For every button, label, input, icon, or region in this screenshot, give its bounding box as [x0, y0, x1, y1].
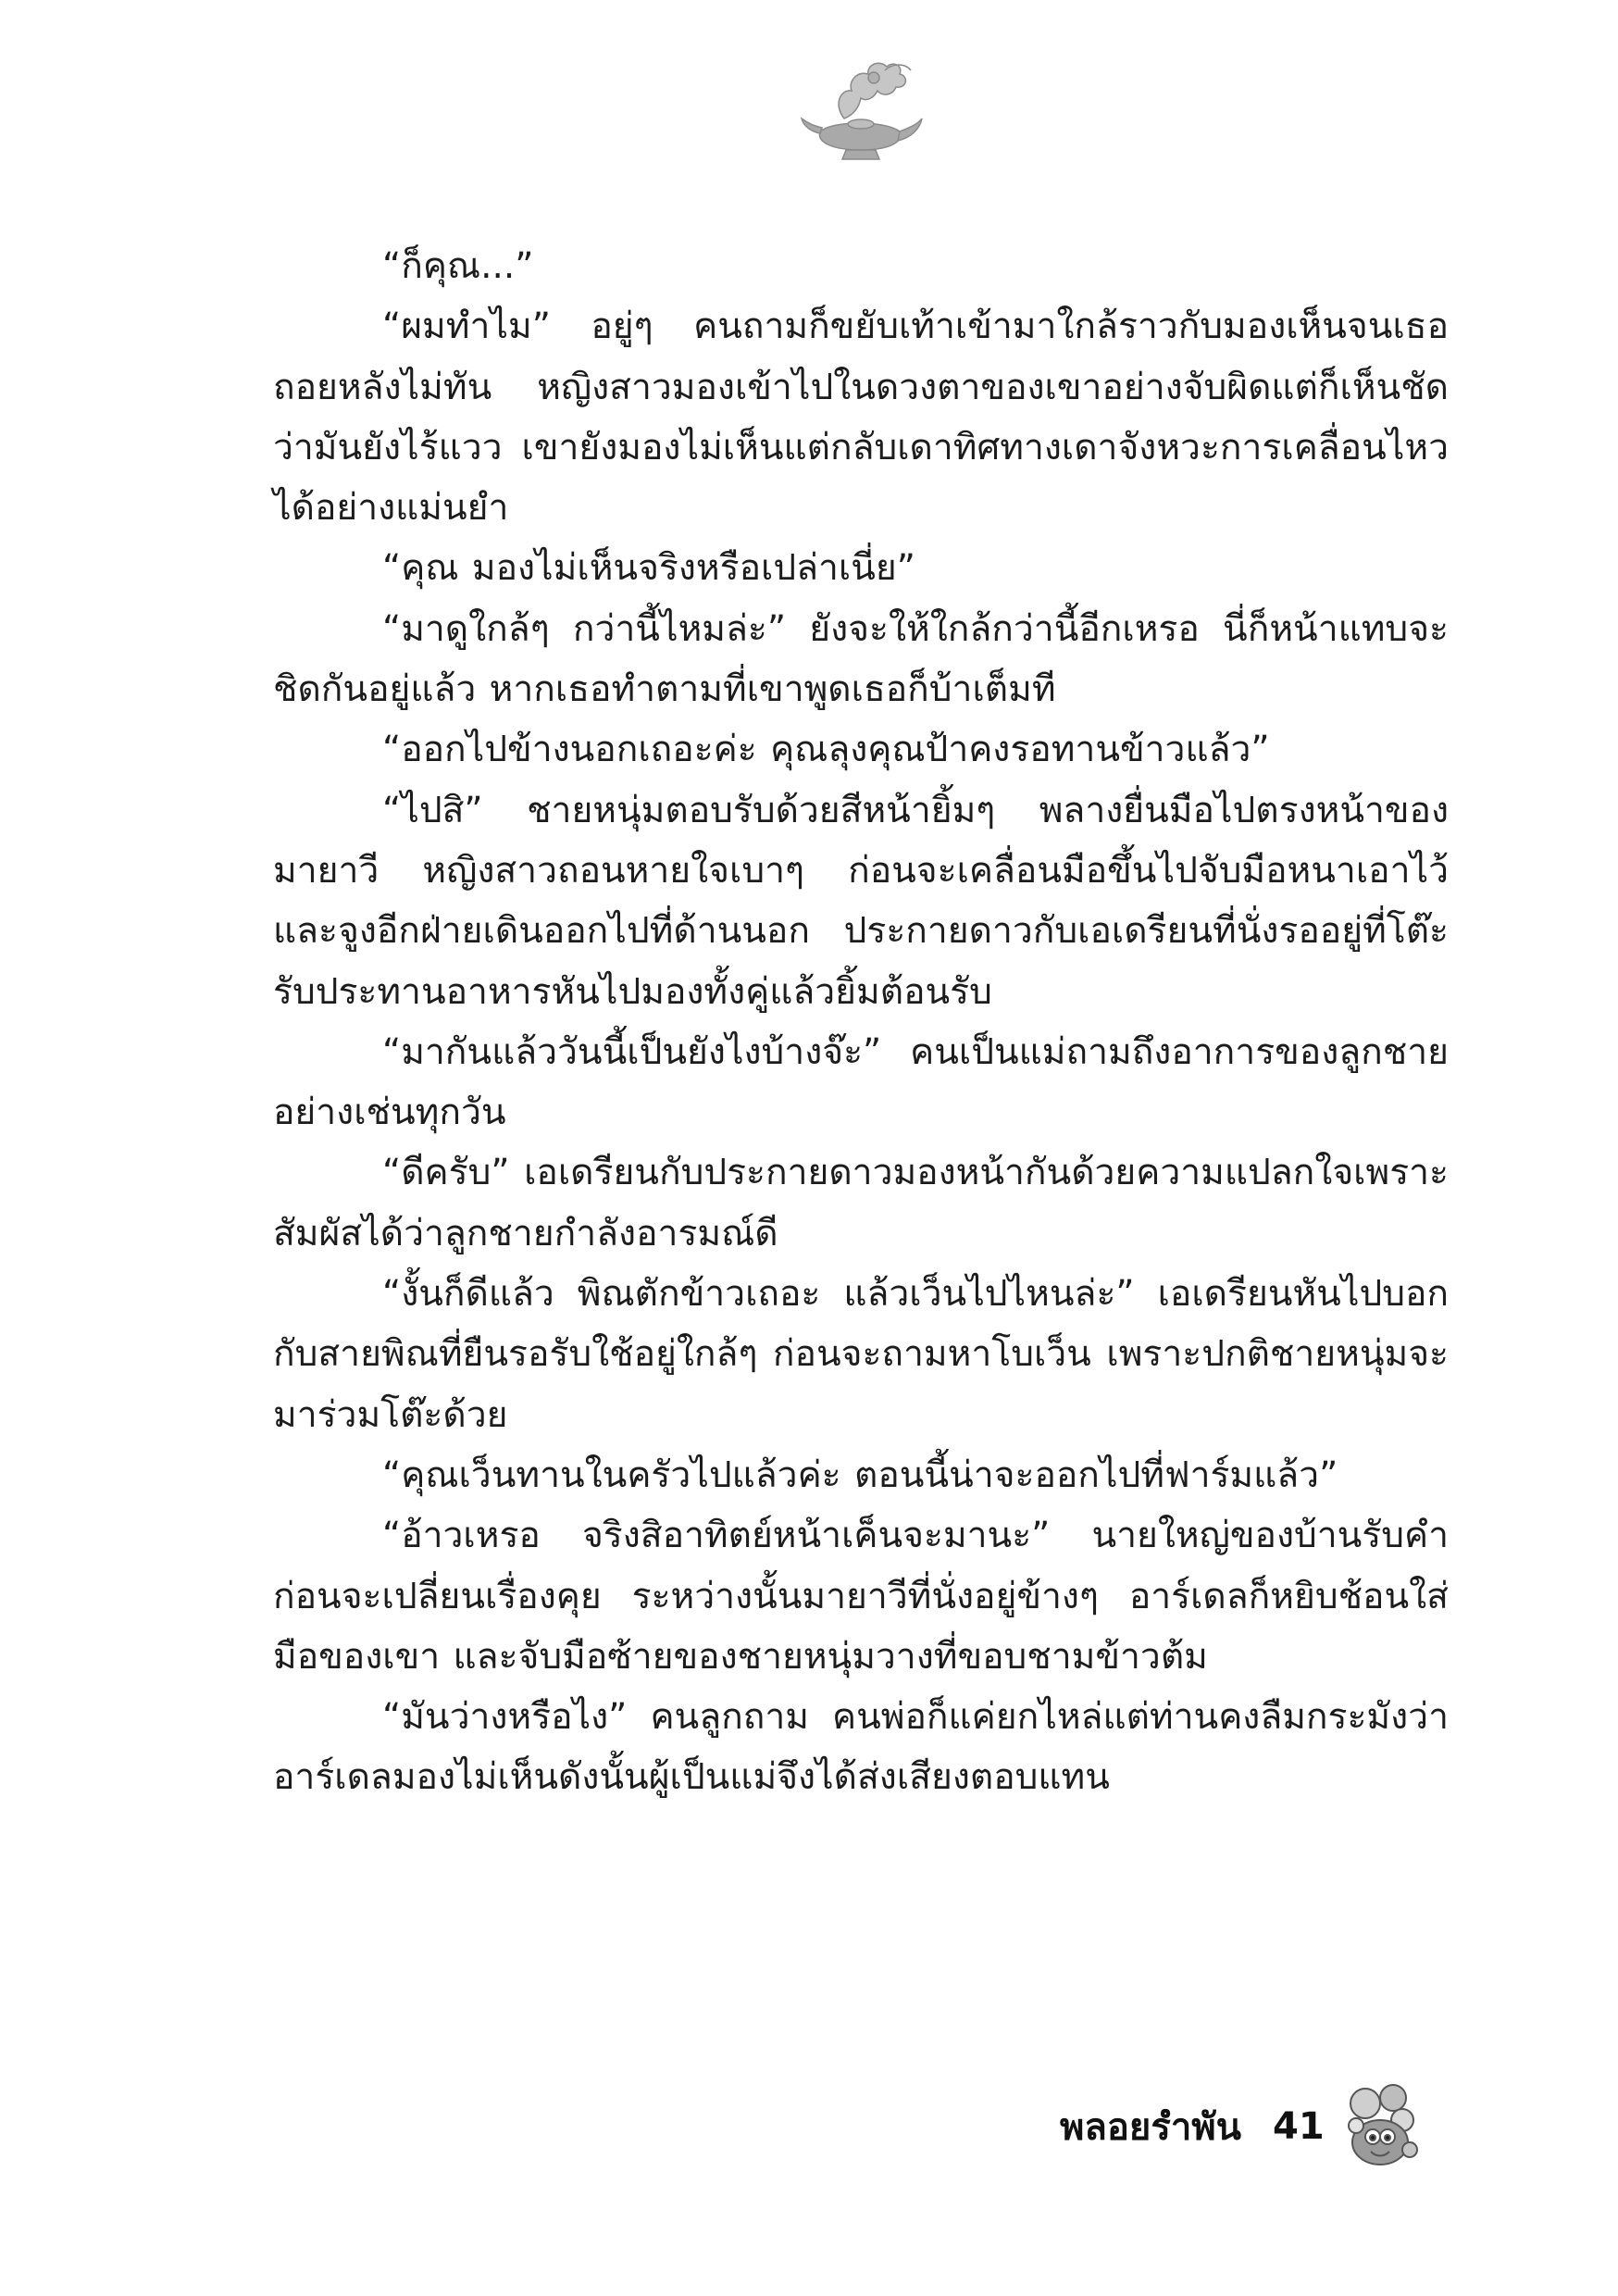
- paragraph: “ออกไปข้างนอกเถอะค่ะ คุณลุงคุณป้าคงรอทานข้าวแล้ว”: [382, 729, 1270, 771]
- genie-lamp-icon: [796, 54, 926, 165]
- paragraph: “ไปสิ” ชายหนุ่มตอบรับด้วยสีหน้ายิ้มๆ พลางยื่นมือไปตรงหน้าของมายาวี หญิงสาวถอนหายใจเบาๆ ก่อนจะเคลื่อนมือขึ้นไปจับมือหนาเอาไว้และจูงอีกฝ่ายเดินออกไปที่ด้านนอก ประกายดาวกับเอเดรียนที่นั่งรออยู่ที่โต๊ะรับประทานอาหารหันไปมองทั้งคู่แล้วยิ้มต้อนรับ: [273, 789, 1449, 1013]
- paragraph: “คุณ มองไม่เห็นจริงหรือเปล่าเนี่ย”: [382, 547, 915, 590]
- body-text: [273, 236, 1449, 1808]
- paragraph: “งั้นก็ดีแล้ว พิณตักข้าวเถอะ แล้วเว็นไปไหนล่ะ” เอเดรียนหันไปบอกกับสายพิณที่ยืนรอรับใช้อยู่ใกล้ๆ ก่อนจะถามหาโบเว็น เพราะปกติชายหนุ่มจะมาร่วมโต๊ะด้วย: [273, 1273, 1449, 1436]
- page-footer: [1060, 2094, 1423, 2159]
- page-number: 41: [1273, 2105, 1325, 2148]
- paragraph: “อ้าวเหรอ จริงสิอาทิตย์หน้าเค็นจะมานะ” นายใหญ่ของบ้านรับคำก่อนจะเปลี่ยนเรื่องคุย ระหว่างนั้นมายาวีที่นั่งอยู่ข้างๆ อาร์เดลก็หยิบช้อนใส่มือของเขา และจับมือซ้ายของชายหนุ่มวางที่ขอบชามข้าวต้ม: [273, 1515, 1449, 1678]
- paragraph: “มากันแล้ววันนี้เป็นยังไงบ้างจ๊ะ” คนเป็นแม่ถามถึงอาการของลูกชายอย่างเช่นทุกวัน: [273, 1030, 1449, 1134]
- paragraph: “ผมทำไม” อยู่ๆ คนถามก็ขยับเท้าเข้ามาใกล้ราวกับมองเห็นจนเธอถอยหลังไม่ทัน หญิงสาวมองเข้าไปในดวงตาของเขาอย่างจับผิดแต่ก็เห็นชัดว่ามันยังไร้แวว เขายังมองไม่เห็นแต่กลับเดาทิศทางเดาจังหวะการเคลื่อนไหวได้อย่างแม่นยำ: [273, 306, 1449, 530]
- book-title: พลอยรำพัน: [1060, 2106, 1241, 2149]
- paragraph: “มันว่างหรือไง” คนลูกถาม คนพ่อก็แค่ยกไหล่แต่ท่านคงลืมกระมังว่าอาร์เดลมองไม่เห็นดังนั้นผู้เป็นแม่จึงได้ส่งเสียงตอบแทน: [273, 1696, 1449, 1799]
- paragraph: “มาดูใกล้ๆ กว่านี้ไหมล่ะ” ยังจะให้ใกล้กว่านี้อีกเหรอ นี่ก็หน้าแทบจะชิดกันอยู่แล้ว หากเธอทำตามที่เขาพูดเธอก็บ้าเต็มที: [273, 607, 1449, 711]
- paragraph: “ก็คุณ...”: [382, 245, 534, 287]
- paragraph: “คุณเว็นทานในครัวไปแล้วค่ะ ตอนนี้น่าจะออกไปที่ฟาร์มแล้ว”: [382, 1454, 1338, 1496]
- paragraph: “ดีครับ” เอเดรียนกับประกายดาวมองหน้ากันด้วยความแปลกใจเพราะสัมผัสได้ว่าลูกชายกำลังอารมณ์ดี: [273, 1152, 1449, 1254]
- cartoon-character-icon: [1338, 2078, 1423, 2170]
